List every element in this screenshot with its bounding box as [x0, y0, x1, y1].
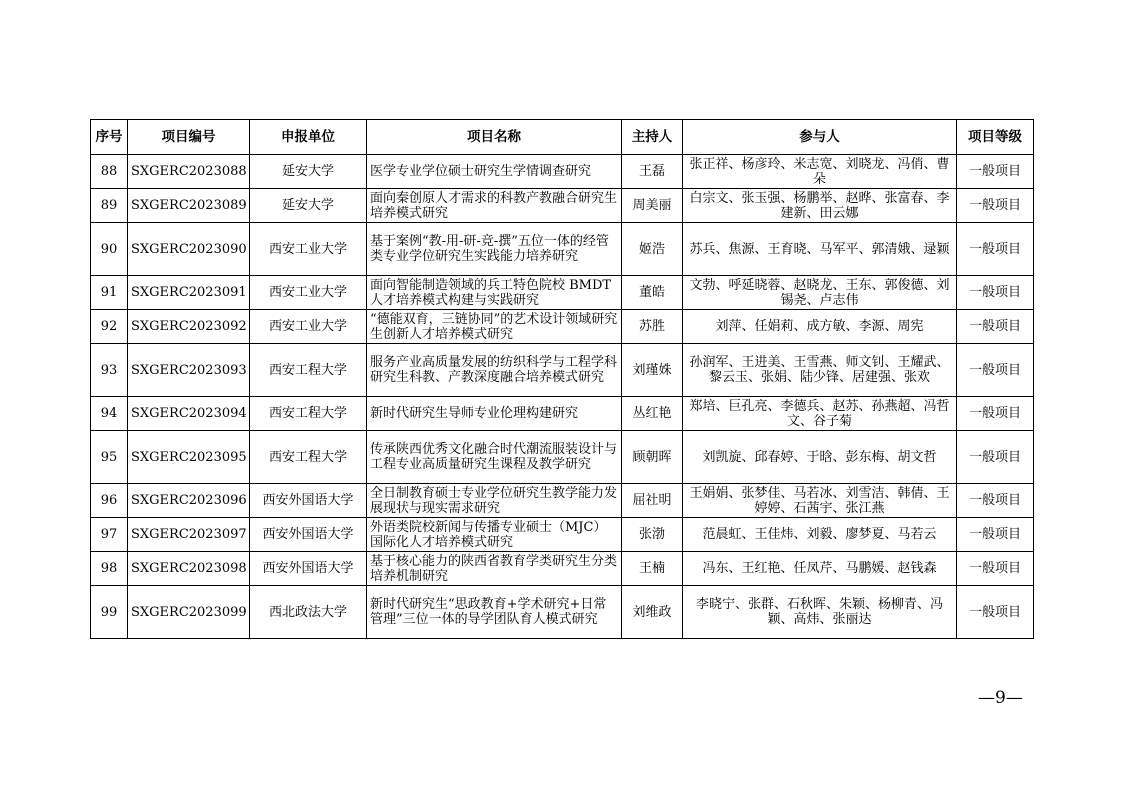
cell-project-level: 一般项目 [957, 484, 1034, 518]
cell-applicant-unit: 延安大学 [250, 155, 367, 189]
cell-project-level: 一般项目 [957, 223, 1034, 276]
cell-host: 刘维政 [622, 586, 683, 639]
table-row [91, 155, 1034, 189]
cell-host: 丛红艳 [622, 397, 683, 431]
cell-host: 刘瑾姝 [622, 344, 683, 397]
cell-applicant-unit: 西安工程大学 [250, 431, 367, 484]
cell-project-name: 面向智能制造领域的兵工特色院校 BMDT 人才培养模式构建与实践研究 [367, 276, 622, 310]
cell-project-level: 一般项目 [957, 397, 1034, 431]
cell-project-name: 传承陕西优秀文化融合时代潮流服装设计与工程专业高质量研究生课程及教学研究 [367, 431, 622, 484]
cell-host: 顾朝晖 [622, 431, 683, 484]
cell-host: 董皓 [622, 276, 683, 310]
cell-project-name: 面向秦创原人才需求的科教产教融合研究生培养模式研究 [367, 189, 622, 223]
header-project-code: 项目编号 [128, 120, 250, 155]
cell-project-name: 医学专业学位硕士研究生学情调查研究 [367, 155, 622, 189]
cell-applicant-unit: 西安外国语大学 [250, 484, 367, 518]
cell-project-name: 新时代研究生导师专业伦理构建研究 [367, 397, 622, 431]
cell-participants: 白宗文、张玉强、杨鹏举、赵晔、张富春、李建新、田云娜 [683, 189, 957, 223]
header-serial-number: 序号 [91, 120, 128, 155]
page-number: —9— [978, 688, 1023, 708]
cell-participants: 李晓宁、张群、石秋晖、朱颖、杨柳青、冯颖、高炜、张丽达 [683, 586, 957, 639]
cell-serial-number: 98 [91, 552, 128, 586]
cell-project-code: SXGERC2023093 [128, 344, 250, 397]
cell-project-code: SXGERC2023090 [128, 223, 250, 276]
cell-project-level: 一般项目 [957, 310, 1034, 344]
cell-project-code: SXGERC2023092 [128, 310, 250, 344]
cell-host: 屈社明 [622, 484, 683, 518]
cell-project-code: SXGERC2023088 [128, 155, 250, 189]
cell-serial-number: 94 [91, 397, 128, 431]
cell-project-level: 一般项目 [957, 189, 1034, 223]
table-row [91, 431, 1034, 484]
cell-applicant-unit: 西安工业大学 [250, 223, 367, 276]
table-row [91, 586, 1034, 639]
cell-host: 姬浩 [622, 223, 683, 276]
header-project-level: 项目等级 [957, 120, 1034, 155]
cell-project-name: “德能双育，三链协同”的艺术设计领域研究生创新人才培养模式研究 [367, 310, 622, 344]
cell-serial-number: 88 [91, 155, 128, 189]
cell-participants: 冯东、王红艳、任凤芹、马鹏媛、赵钱森 [683, 552, 957, 586]
cell-participants: 刘凯旋、邱春婷、于晗、彭东梅、胡文哲 [683, 431, 957, 484]
cell-serial-number: 93 [91, 344, 128, 397]
cell-applicant-unit: 延安大学 [250, 189, 367, 223]
header-host: 主持人 [622, 120, 683, 155]
table-row [91, 223, 1034, 276]
cell-project-name: 全日制教育硕士专业学位研究生教学能力发展现状与现实需求研究 [367, 484, 622, 518]
cell-project-code: SXGERC2023099 [128, 586, 250, 639]
cell-project-level: 一般项目 [957, 344, 1034, 397]
cell-project-level: 一般项目 [957, 518, 1034, 552]
cell-serial-number: 90 [91, 223, 128, 276]
cell-applicant-unit: 西安工程大学 [250, 397, 367, 431]
cell-applicant-unit: 西北政法大学 [250, 586, 367, 639]
cell-project-level: 一般项目 [957, 552, 1034, 586]
cell-host: 王楠 [622, 552, 683, 586]
table-row [91, 344, 1034, 397]
cell-project-code: SXGERC2023094 [128, 397, 250, 431]
header-participants: 参与人 [683, 120, 957, 155]
cell-participants: 王娟娟、张梦佳、马若冰、刘雪洁、韩倩、王婷婷、石茜宇、张江燕 [683, 484, 957, 518]
cell-participants: 郑培、巨孔亮、李德兵、赵苏、孙燕超、冯哲文、谷子菊 [683, 397, 957, 431]
cell-host: 苏胜 [622, 310, 683, 344]
cell-serial-number: 95 [91, 431, 128, 484]
cell-project-name: 基于核心能力的陕西省教育学类研究生分类培养机制研究 [367, 552, 622, 586]
cell-project-code: SXGERC2023098 [128, 552, 250, 586]
cell-participants: 孙润军、王进美、王雪燕、师文钊、王耀武、黎云玉、张娟、陆少锋、居建强、张欢 [683, 344, 957, 397]
cell-project-name: 外语类院校新闻与传播专业硕士（MJC）国际化人才培养模式研究 [367, 518, 622, 552]
cell-serial-number: 96 [91, 484, 128, 518]
table-row [91, 518, 1034, 552]
cell-participants: 苏兵、焦源、王育晓、马军平、郭清娥、逯颖 [683, 223, 957, 276]
cell-host: 王磊 [622, 155, 683, 189]
cell-applicant-unit: 西安工业大学 [250, 310, 367, 344]
cell-applicant-unit: 西安工业大学 [250, 276, 367, 310]
cell-serial-number: 89 [91, 189, 128, 223]
cell-serial-number: 91 [91, 276, 128, 310]
table-row [91, 310, 1034, 344]
cell-project-code: SXGERC2023091 [128, 276, 250, 310]
table-row [91, 397, 1034, 431]
cell-project-code: SXGERC2023089 [128, 189, 250, 223]
cell-participants: 范晨虹、王佳炜、刘毅、廖梦夏、马若云 [683, 518, 957, 552]
cell-host: 周美丽 [622, 189, 683, 223]
cell-project-name: 新时代研究生“思政教育+学术研究+日常管理”三位一体的导学团队育人模式研究 [367, 586, 622, 639]
cell-applicant-unit: 西安外国语大学 [250, 518, 367, 552]
table-header-row [91, 120, 1034, 155]
cell-serial-number: 99 [91, 586, 128, 639]
header-project-name: 项目名称 [367, 120, 622, 155]
cell-serial-number: 92 [91, 310, 128, 344]
cell-project-name: 基于案例“教-用-研-竞-撰”五位一体的经管类专业学位研究生实践能力培养研究 [367, 223, 622, 276]
cell-project-name: 服务产业高质量发展的纺织科学与工程学科研究生科教、产教深度融合培养模式研究 [367, 344, 622, 397]
header-applicant-unit: 申报单位 [250, 120, 367, 155]
table-body [91, 155, 1034, 639]
cell-serial-number: 97 [91, 518, 128, 552]
cell-project-code: SXGERC2023097 [128, 518, 250, 552]
table-row [91, 276, 1034, 310]
cell-applicant-unit: 西安外国语大学 [250, 552, 367, 586]
table-row [91, 189, 1034, 223]
cell-participants: 刘萍、任娟莉、成方敏、李源、周宪 [683, 310, 957, 344]
cell-host: 张渤 [622, 518, 683, 552]
project-table [90, 119, 1034, 639]
cell-project-level: 一般项目 [957, 276, 1034, 310]
table-row [91, 552, 1034, 586]
cell-project-level: 一般项目 [957, 586, 1034, 639]
cell-project-level: 一般项目 [957, 155, 1034, 189]
table-row [91, 484, 1034, 518]
cell-project-level: 一般项目 [957, 431, 1034, 484]
cell-project-code: SXGERC2023096 [128, 484, 250, 518]
cell-applicant-unit: 西安工程大学 [250, 344, 367, 397]
cell-participants: 文勃、呼延晓蓉、赵晓龙、王东、郭俊德、刘锡尧、卢志伟 [683, 276, 957, 310]
cell-participants: 张正祥、杨彦玲、米志宽、刘晓龙、冯俏、曹朵 [683, 155, 957, 189]
cell-project-code: SXGERC2023095 [128, 431, 250, 484]
